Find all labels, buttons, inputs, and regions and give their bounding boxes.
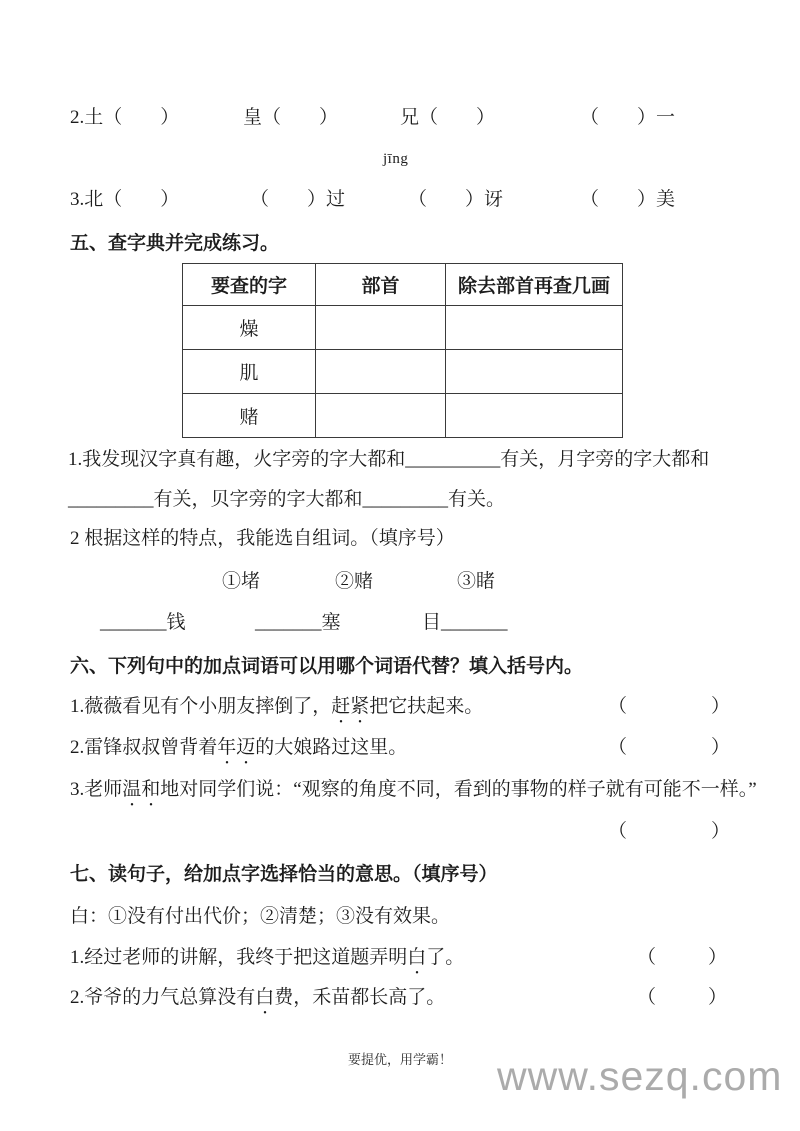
answer-bracket [608,821,730,843]
sentence-text [70,779,757,811]
dotted-word: 赶紧 [331,696,370,717]
sentence-text [70,737,407,769]
blank-item: _______塞 [255,612,341,633]
dictionary-table [182,263,623,438]
sentence-post: 了。 [426,947,465,968]
sentence-post: 的大娘路过这里。 [255,737,408,758]
sentence-text [70,987,445,1019]
dotted-word: 年迈 [217,737,256,758]
table-empty-cell [316,306,446,350]
table-row [183,306,623,350]
fill-blank-group: 兄（ ） [400,107,496,128]
sentence-text [70,947,464,979]
answer-bracket [637,947,727,969]
answer-bracket [608,696,730,718]
table-header-cell: 要查的字 [183,264,316,306]
question-text: _________有关，贝字旁的字大都和_________有关。 [68,489,506,510]
table-row [183,350,623,394]
sentence-text [70,696,483,728]
section-heading-7: 七、读句子，给加点字选择恰当的意思。（填序号） [70,864,498,885]
table-empty-cell [316,350,446,394]
table-header-cell: 除去部首再查几画 [446,264,623,306]
dotted-word: 白 [255,987,275,1008]
option-item: ①堵 [222,571,261,592]
site-watermark: www.sezq.com [497,1053,783,1099]
footer-slogan: 要提优，用学霸！ [347,1052,452,1067]
pinyin-hint: jīng [383,151,409,167]
open-paren: （ [608,821,628,842]
question-text: 1.我发现汉字真有趣，火字旁的字大都和__________有关，月字旁的字大都和 [68,449,710,470]
close-paren: ） [708,987,728,1008]
section-heading-5: 五、查字典并完成练习。 [70,233,280,254]
table-header-cell: 部首 [316,264,446,306]
table-char-cell: 燥 [183,306,316,350]
close-paren: ） [711,821,731,842]
meaning-options: 白：①没有付出代价；②清楚；③没有效果。 [70,906,451,927]
sentence-pre: 2.爷爷的力气总算没有 [70,987,256,1008]
table-char-cell: 赌 [183,394,316,438]
fill-blank-group: 2.土（ ） [70,107,180,128]
sentence-pre: 1.经过老师的讲解，我终于把这道题弄明 [70,947,408,968]
fill-blank-group: （ ）过 [250,189,346,210]
fill-blank-group: 3.北（ ） [70,189,180,210]
answer-bracket [637,987,727,1009]
open-paren: （ [637,947,657,968]
open-paren: （ [608,696,628,717]
table-header-row [183,264,623,306]
option-item: ③睹 [457,571,496,592]
close-paren: ） [708,947,728,968]
fill-blank-group: （ ）美 [580,189,676,210]
sentence-post: 把它扶起来。 [369,696,484,717]
table-row [183,394,623,438]
blank-item: _______钱 [100,612,186,633]
sentence-post: 地对同学们说：“观察的角度不同，看到的事物的样子就有可能不一样。” [160,779,757,800]
table-empty-cell [446,350,623,394]
close-paren: ） [711,696,731,717]
answer-bracket [608,737,730,759]
sentence-pre: 1.薇薇看见有个小朋友摔倒了， [70,696,332,717]
sentence-pre: 2.雷锋叔叔曾背着 [70,737,218,758]
option-item: ②赌 [335,571,374,592]
sentence-pre: 3.老师 [70,779,123,800]
fill-blank-group: （ ）讶 [408,189,504,210]
dotted-word: 白 [407,947,427,968]
section-heading-6: 六、下列句中的加点词语可以用哪个词语代替？填入括号内。 [70,656,584,677]
close-paren: ） [711,737,731,758]
sentence-post: 费，禾苗都长高了。 [274,987,446,1008]
open-paren: （ [608,737,628,758]
fill-blank-group: （ ）一 [580,107,676,128]
blank-item: 目_______ [422,612,508,633]
table-empty-cell [446,306,623,350]
table-empty-cell [446,394,623,438]
table-empty-cell [316,394,446,438]
question-text: 2 根据这样的特点，我能选自组词。（填序号） [70,528,455,549]
fill-blank-group: 皇（ ） [243,107,339,128]
table-char-cell: 肌 [183,350,316,394]
dotted-word: 温和 [122,779,161,800]
open-paren: （ [637,987,657,1008]
